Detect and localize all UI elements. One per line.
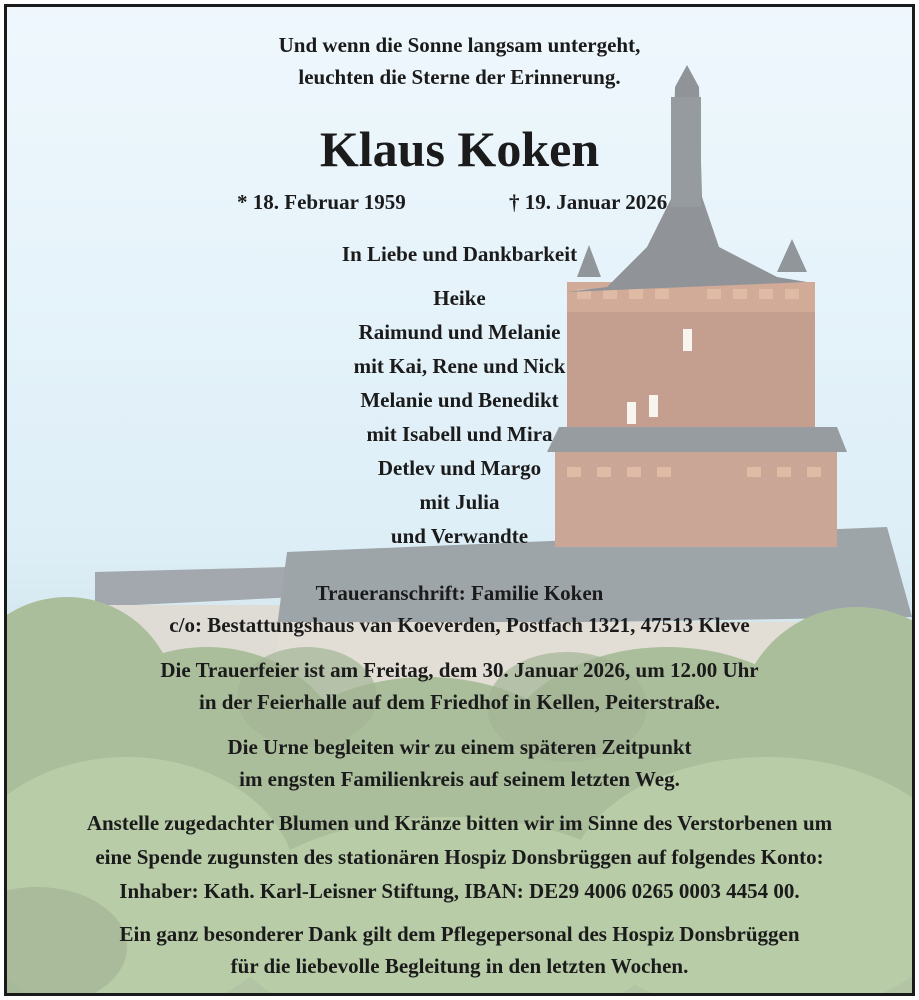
death-date: † 19. Januar 2026 [509,190,668,214]
mourner-8: und Verwandte [390,524,529,548]
motto-line-2: leuchten die Sterne der Erinnerung. [298,65,621,89]
mourner-6: Detlev und Margo [377,456,542,480]
motto-line-1: Und wenn die Sonne langsam untergeht, [278,33,641,57]
mourner-3: mit Kai, Rene und Nick [353,354,566,378]
thanks-line-1: Ein ganz besonderer Dank gilt dem Pflegepersonal des Hospiz Donsbrüggen [119,922,800,946]
mourner-2: Raimund und Melanie [358,320,561,344]
address-line-1: Traueranschrift: Familie Koken [315,581,604,605]
thanks-line-2: für die liebevolle Begleitung in den letzten Wochen. [230,954,689,978]
mourner-7: mit Julia [419,490,500,514]
obituary-card [4,4,915,996]
birth-date: * 18. Februar 1959 [237,190,406,214]
donation-line-3: Inhaber: Kath. Karl-Leisner Stiftung, IBAN: DE29 4006 0265 0003 4454 00. [119,879,800,903]
ceremony-line-1: Die Trauerfeier ist am Freitag, dem 30. Januar 2026, um 12.00 Uhr [160,658,759,682]
ceremony-line-2: in der Feierhalle auf dem Friedhof in Kellen, Peiterstraße. [198,690,720,714]
deceased-name: Klaus Koken [319,121,600,177]
address-line-2: c/o: Bestattungshaus van Koeverden, Postfach 1321, 47513 Kleve [169,613,750,637]
urn-line-2: im engsten Familienkreis auf seinem letzten Weg. [239,767,680,791]
mourner-4: Melanie und Benedikt [360,388,559,412]
dedication: In Liebe und Dankbarkeit [341,242,578,266]
mourner-1: Heike [433,286,486,310]
donation-line-1: Anstelle zugedachter Blumen und Kränze bitten wir im Sinne des Verstorbenen um [86,811,833,835]
mourner-5: mit Isabell und Mira [366,422,553,446]
urn-line-1: Die Urne begleiten wir zu einem späteren Zeitpunkt [227,735,692,759]
donation-line-2: eine Spende zugunsten des stationären Hospiz Donsbrüggen auf folgendes Konto: [95,845,824,869]
